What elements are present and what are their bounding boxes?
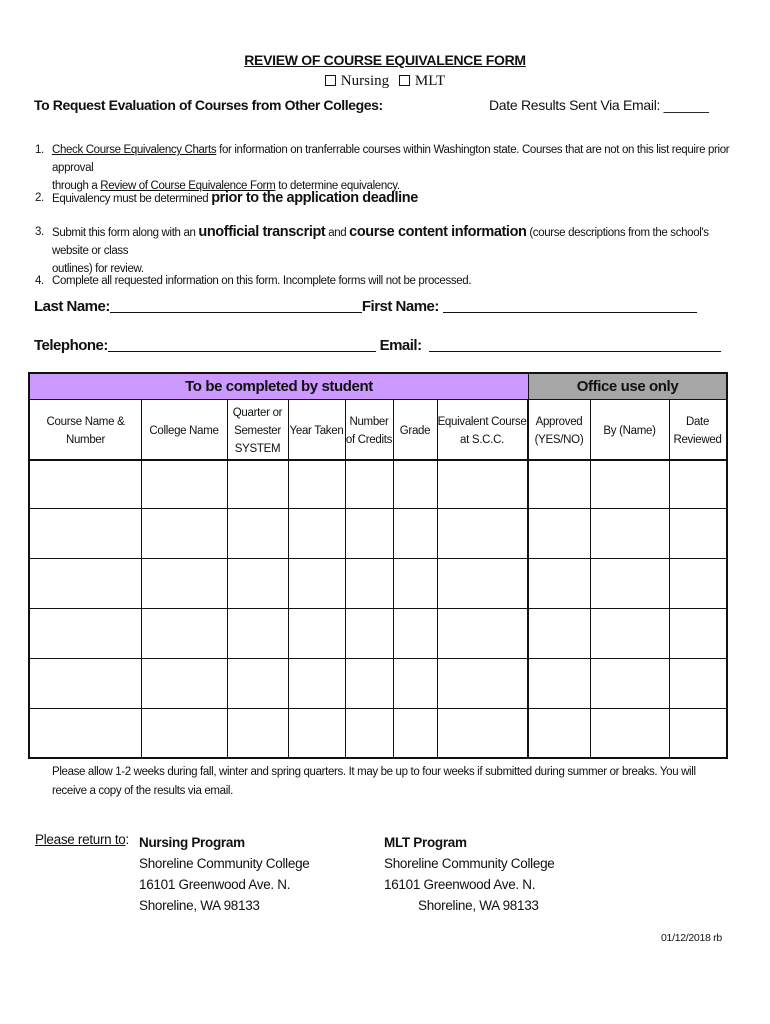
mlt-address: MLT Program Shoreline Community College 16101 Greenwood Ave. N. Shoreline, WA 98133 [384, 835, 555, 913]
email-label: Email: [379, 337, 422, 354]
equivalence-form-link[interactable]: Review of Course Equivalence Form [100, 180, 276, 192]
course-table [28, 372, 728, 759]
return-label: Please return to: [35, 832, 129, 847]
contact-row [34, 337, 721, 354]
col-year-taken: Year Taken [289, 425, 344, 437]
col-quarter-semester: Quarter or Semester SYSTEM [232, 407, 283, 455]
program-options [0, 73, 770, 90]
telephone-input[interactable] [108, 337, 376, 352]
student-section-header: To be completed by student [30, 374, 529, 400]
telephone-label: Telephone: [34, 337, 108, 354]
request-heading: To Request Evaluation of Courses from Other Colleges: [34, 97, 383, 113]
last-name-input[interactable] [110, 298, 362, 313]
first-name-label: First Name: [361, 298, 439, 315]
nursing-program-title: Nursing Program [139, 835, 245, 850]
date-results-field: Date Results Sent Via Email: ______ [489, 97, 709, 113]
nursing-label: Nursing [340, 73, 390, 89]
revision-footer: 01/12/2018 rb [661, 932, 722, 944]
mlt-label: MLT [414, 73, 446, 89]
col-course-name: Course Name & Number [46, 416, 125, 446]
instruction-3: 3. Submit this form along with an unofficial transcript and course content information (course descriptions from the school's website or class outlines) for review. [35, 224, 709, 275]
nursing-address: Nursing Program Shoreline Community College 16101 Greenwood Ave. N. Shoreline, WA 98133 [139, 835, 310, 913]
first-name-input[interactable] [443, 298, 697, 313]
form-title: REVIEW OF COURSE EQUIVALENCE FORM [244, 52, 526, 68]
equivalency-charts-link[interactable]: Check Course Equivalency Charts [52, 144, 217, 156]
col-college-name: College Name [149, 425, 219, 437]
instruction-4: 4. Complete all requested information on this form. Incomplete forms will not be processed. [35, 275, 472, 287]
nursing-checkbox[interactable] [325, 75, 336, 86]
email-input[interactable] [429, 337, 721, 352]
office-section-header: Office use only [529, 374, 726, 400]
col-grade: Grade [399, 425, 431, 437]
col-by-name: By (Name) [603, 425, 656, 437]
instruction-2: 2. Equivalency must be determined prior to the application deadline [35, 190, 418, 206]
instruction-1: 1. Check Course Equivalency Charts for information on tranferrable courses within Washington state. Courses that are not on this list require prior approval through a Review of Course Equivalence Form to determine equivalency. [35, 144, 730, 192]
name-row [34, 298, 697, 315]
col-date-reviewed: Date Reviewed [673, 416, 722, 446]
col-credits: Number of Credits [345, 416, 393, 446]
mlt-checkbox[interactable] [399, 75, 410, 86]
col-approved: Approved (YES/NO) [534, 416, 584, 446]
mlt-program-title: MLT Program [384, 835, 467, 850]
last-name-label: Last Name: [34, 298, 110, 315]
processing-note: Please allow 1-2 weeks during fall, winter and spring quarters. It may be up to four weeks if submitted during summer or breaks. You will receive a copy of the results via email. [52, 766, 696, 797]
col-equivalent: Equivalent Course at S.C.C. [437, 416, 527, 446]
